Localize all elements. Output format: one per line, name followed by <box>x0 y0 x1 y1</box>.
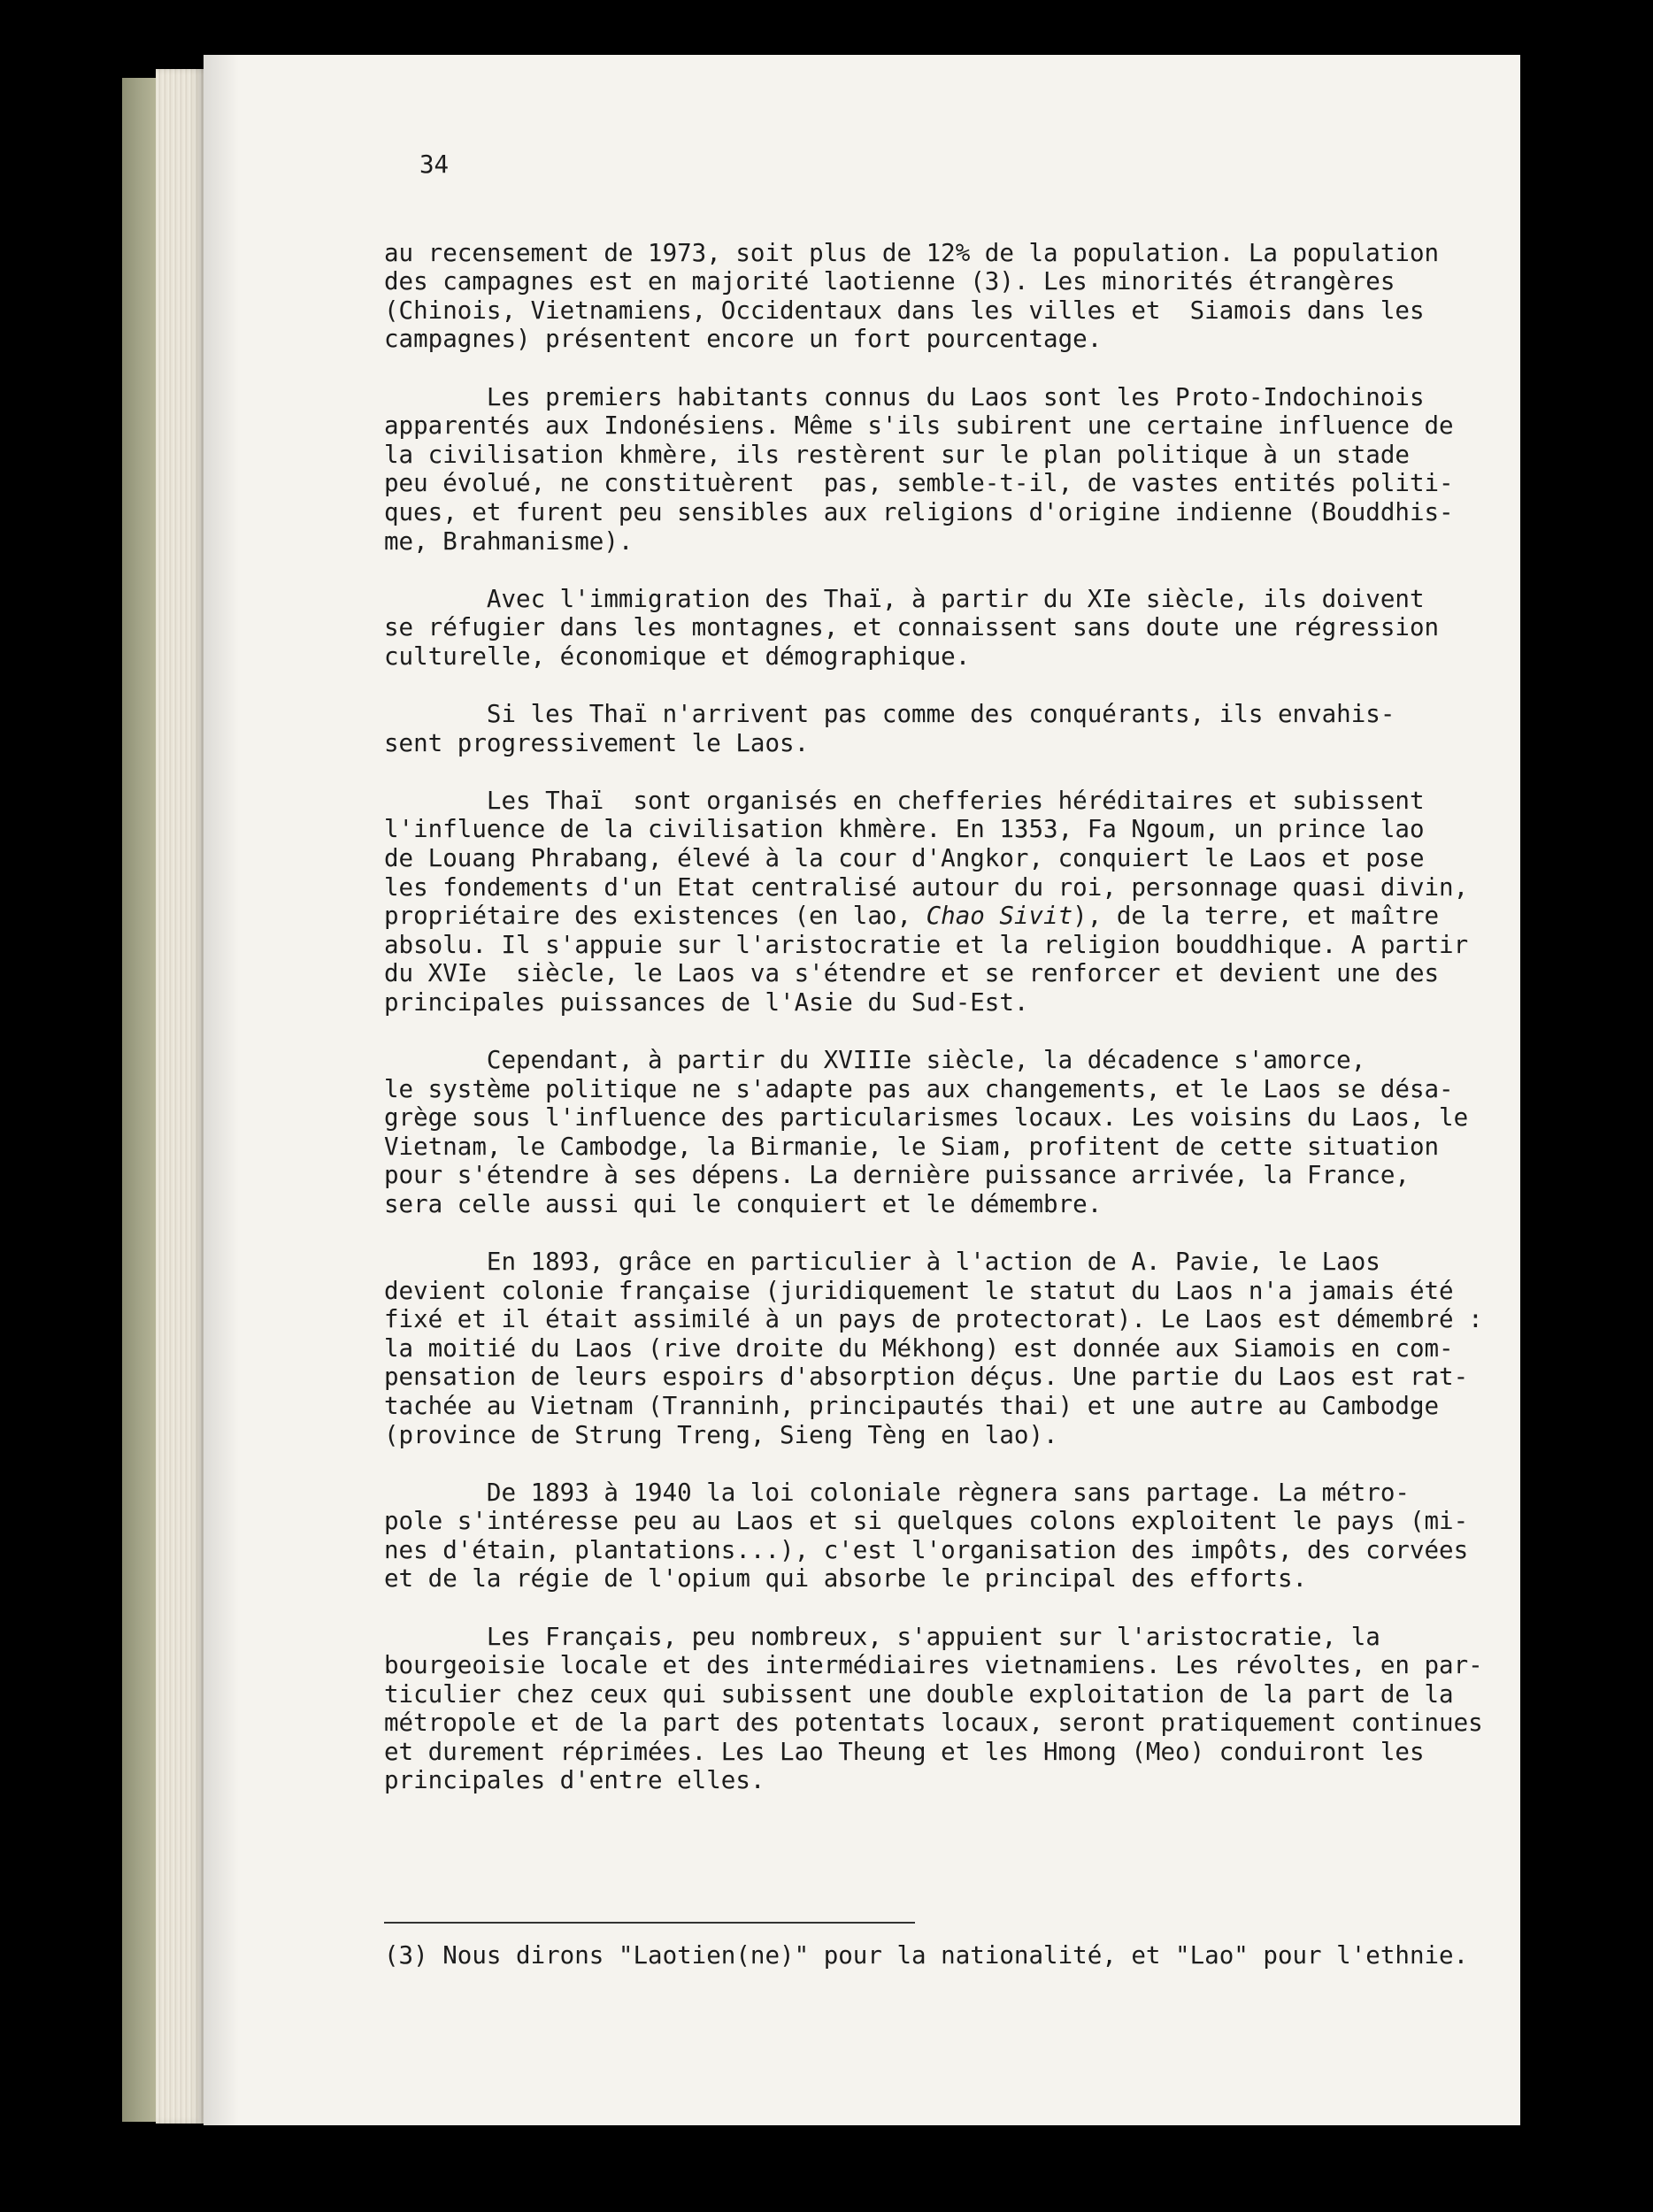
spine-shadow <box>204 55 239 2125</box>
text-line: me, Brahmanisme). <box>384 527 634 556</box>
text-line: pole s'intéresse peu au Laos et si quelques colons exploitent le pays (mi- <box>384 1507 1469 1535</box>
text-line: ques, et furent peu sensibles aux religions d'origine indienne (Bouddhis- <box>384 498 1454 526</box>
text-line: la civilisation khmère, ils restèrent sur le plan politique à un stade <box>384 441 1410 469</box>
text-line: campagnes) présentent encore un fort pourcentage. <box>384 325 1103 353</box>
text-line: fixé et il était assimilé à un pays de protectorat). Le Laos est démembré : <box>384 1305 1483 1333</box>
text-line: le système politique ne s'adapte pas aux changements, et le Laos se désa- <box>384 1075 1454 1103</box>
text-line: et de la régie de l'opium qui absorbe le principal des efforts. <box>384 1564 1308 1593</box>
page-number: 34 <box>419 150 450 179</box>
text-line: l'influence de la civilisation khmère. En 1353, Fa Ngoum, un prince lao <box>384 815 1425 843</box>
text-line: nes d'étain, plantations...), c'est l'organisation des impôts, des corvées <box>384 1536 1469 1564</box>
text-line: Si les Thaï n'arrivent pas comme des conquérants, ils envahis- <box>384 700 1395 728</box>
book-cover-edge <box>122 78 159 2122</box>
footnote: (3) Nous dirons "Laotien(ne)" pour la nationalité, et "Lao" pour l'ethnie. <box>384 1941 1469 1970</box>
text-line: (province de Strung Treng, Sieng Tèng en lao). <box>384 1421 1058 1449</box>
text-line: sera celle aussi qui le conquiert et le démembre. <box>384 1190 1103 1218</box>
text-line: Les premiers habitants connus du Laos sont les Proto-Indochinois <box>384 383 1425 411</box>
text-line: des campagnes est en majorité laotienne (3). Les minorités étrangères <box>384 267 1395 296</box>
footnote-separator <box>384 1922 915 1924</box>
text-line: devient colonie française (juridiquement le statut du Laos n'a jamais été <box>384 1277 1454 1305</box>
text-line: pensation de leurs espoirs d'absorption déçus. Une partie du Laos est rat- <box>384 1363 1469 1391</box>
text-line: et durement réprimées. Les Lao Theung et les Hmong (Meo) conduiront les <box>384 1738 1425 1766</box>
text-line: apparentés aux Indonésiens. Même s'ils subirent une certaine influence de <box>384 411 1454 440</box>
text-line: métropole et de la part des potentats locaux, seront pratiquement continues <box>384 1709 1483 1737</box>
text-line: culturelle, économique et démographique. <box>384 642 971 671</box>
text-line: Les Thaï sont organisés en chefferies héréditaires et subissent <box>384 787 1425 815</box>
text-line: Les Français, peu nombreux, s'appuient sur l'aristocratie, la <box>384 1623 1380 1651</box>
italic-term: Chao Sivit <box>926 902 1073 930</box>
text-line: du XVIe siècle, le Laos va s'étendre et se renforcer et devient une des <box>384 959 1440 987</box>
text-line: absolu. Il s'appuie sur l'aristocratie et la religion bouddhique. A partir <box>384 931 1469 959</box>
text-line: la moitié du Laos (rive droite du Mékhong) est donnée aux Siamois en com- <box>384 1334 1454 1363</box>
text-line: Cependant, à partir du XVIIIe siècle, la décadence s'amorce, <box>384 1046 1366 1074</box>
text-line: De 1893 à 1940 la loi coloniale règnera sans partage. La métro- <box>384 1479 1410 1507</box>
text-line: ticulier chez ceux qui subissent une double exploitation de la part de la <box>384 1680 1454 1709</box>
text-line: grège sous l'influence des particularismes locaux. Les voisins du Laos, le <box>384 1103 1469 1132</box>
text-line: peu évolué, ne constituèrent pas, semble-t-il, de vastes entités politi- <box>384 469 1454 497</box>
text-line: de Louang Phrabang, élevé à la cour d'Angkor, conquiert le Laos et pose <box>384 844 1425 872</box>
text-line: Vietnam, le Cambodge, la Birmanie, le Siam, profitent de cette situation <box>384 1133 1440 1161</box>
text-line: pour s'étendre à ses dépens. La dernière puissance arrivée, la France, <box>384 1161 1410 1189</box>
text-line: tachée au Vietnam (Tranninh, principautés thai) et une autre au Cambodge <box>384 1392 1440 1420</box>
text-line: Avec l'immigration des Thaï, à partir du XIe siècle, ils doivent <box>384 585 1425 613</box>
book-page <box>204 55 1520 2125</box>
text-line: se réfugier dans les montagnes, et connaissent sans doute une régression <box>384 613 1440 641</box>
text-line: principales puissances de l'Asie du Sud-Est. <box>384 988 1029 1017</box>
text-line: les fondements d'un Etat centralisé autour du roi, personnage quasi divin, <box>384 873 1469 902</box>
text-line: propriétaire des existences (en lao, Chao Sivit), de la terre, et maître <box>384 902 1440 930</box>
text-line: principales d'entre elles. <box>384 1766 765 1794</box>
text-line: (Chinois, Vietnamiens, Occidentaux dans les villes et Siamois dans les <box>384 296 1425 325</box>
text-line: sent progressivement le Laos. <box>384 729 810 757</box>
text-line: au recensement de 1973, soit plus de 12% de la population. La population <box>384 239 1440 267</box>
text-line: bourgeoisie locale et des intermédiaires vietnamiens. Les révoltes, en par- <box>384 1651 1483 1679</box>
text-line: En 1893, grâce en particulier à l'action de A. Pavie, le Laos <box>384 1248 1380 1276</box>
